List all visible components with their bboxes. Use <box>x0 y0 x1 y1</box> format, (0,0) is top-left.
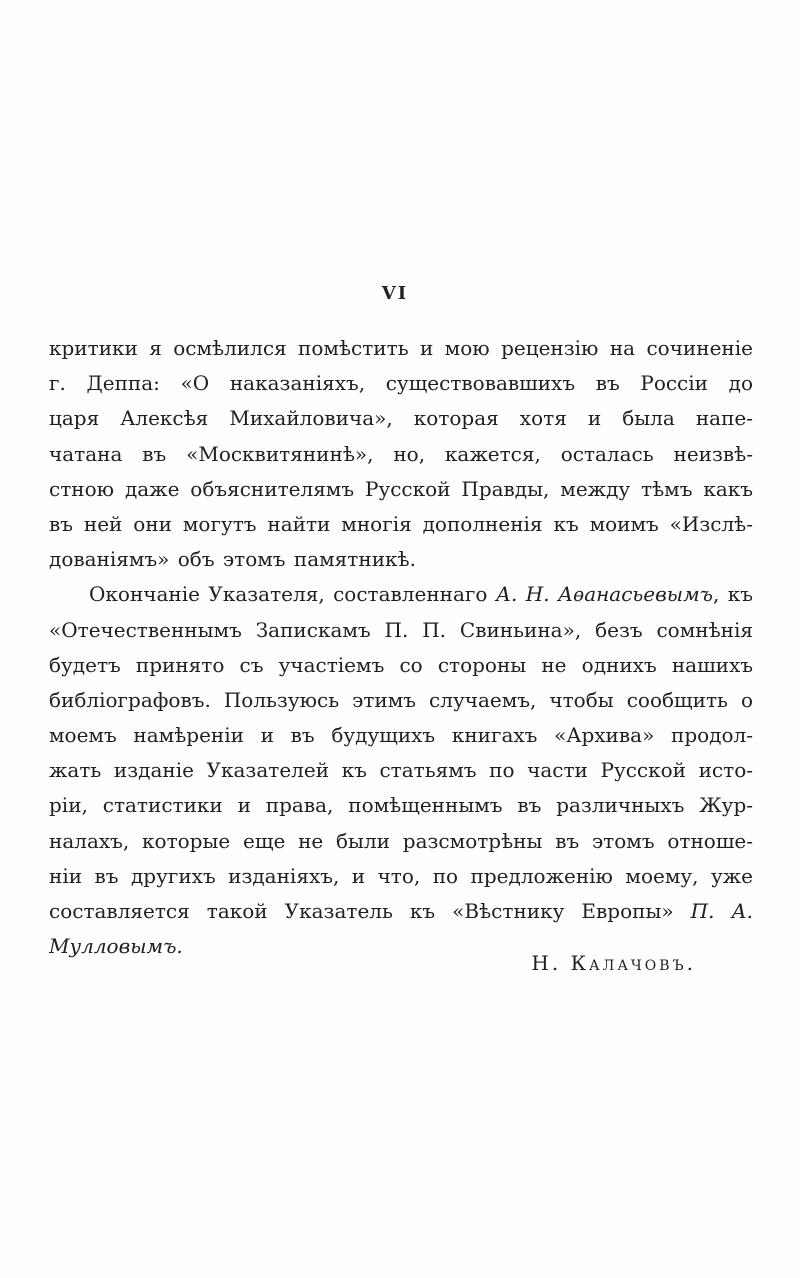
text-line <box>49 788 753 823</box>
text-segment: стною даже объяснителямъ Русской Правды, между тѣмъ какъ <box>49 476 753 501</box>
text-line <box>49 753 753 788</box>
text-segment: составляется такой Указатель къ «Вѣстнику Европы» <box>49 899 691 923</box>
page-number: VI <box>381 283 409 304</box>
text-segment: жать изданіе Указателей къ статьямъ по части Русской исто- <box>49 758 753 783</box>
text-line <box>49 577 753 612</box>
text-line <box>49 542 753 577</box>
text-line <box>49 507 753 542</box>
text-line <box>49 472 753 507</box>
text-line <box>49 824 753 859</box>
text-line <box>49 683 753 718</box>
text-line <box>49 894 753 929</box>
text-segment: Окончаніе Указателя, составленнаго <box>89 582 496 607</box>
text-line <box>49 718 753 753</box>
text-segment: дованіямъ» объ этомъ памятникѣ. <box>49 547 416 572</box>
text-line <box>49 648 753 683</box>
italic-text-segment: П. А. <box>690 899 753 923</box>
italic-text-segment: А. Н. Аѳанасьевымъ <box>495 582 713 607</box>
text-segment: въ ней они могутъ найти многія дополненія къ моимъ «Изслѣ- <box>49 511 753 536</box>
text-segment: ніи въ другихъ изданіяхъ, и что, по предложенію моему, уже <box>49 863 753 888</box>
text-segment: г. Деппа: «О наказаніяхъ, существовавшихъ въ Россіи до <box>49 371 753 396</box>
text-segment: ріи, статистики и права, помѣщеннымъ въ различныхъ Жур- <box>49 793 753 818</box>
text-segment: моемъ намѣреніи и въ будущихъ книгахъ «Архива» продол- <box>49 723 753 748</box>
text-segment: царя Алексѣя Михайловича», которая хотя и была напе- <box>49 406 753 431</box>
italic-text-segment: Мулловымъ. <box>49 934 183 959</box>
text-segment: чатана въ «Москвитянинѣ», но, кажется, осталась неизвѣ- <box>49 441 753 466</box>
text-segment: , къ <box>712 582 753 607</box>
text-line <box>49 401 753 436</box>
text-line <box>49 331 753 366</box>
text-segment: библіографовъ. Пользуюсь этимъ случаемъ, чтобы сообщить о <box>49 687 753 712</box>
page-text <box>49 331 753 964</box>
text-line <box>49 366 753 401</box>
text-line <box>49 859 753 894</box>
text-line <box>49 613 753 648</box>
text-segment: «Отечественнымъ Запискамъ П. П. Свиньина», безъ сомнѣнія <box>49 617 753 642</box>
text-segment: налахъ, которые еще не были разсмотрѣны въ этомъ отноше- <box>49 828 753 853</box>
text-segment: критики я осмѣлился помѣстить и мою рецензію на сочиненіе <box>49 336 753 360</box>
text-line <box>49 437 753 472</box>
author-signature: Н. Калачовъ. <box>531 951 696 975</box>
text-segment: будетъ принято съ участіемъ со стороны не однихъ нашихъ <box>49 652 753 677</box>
